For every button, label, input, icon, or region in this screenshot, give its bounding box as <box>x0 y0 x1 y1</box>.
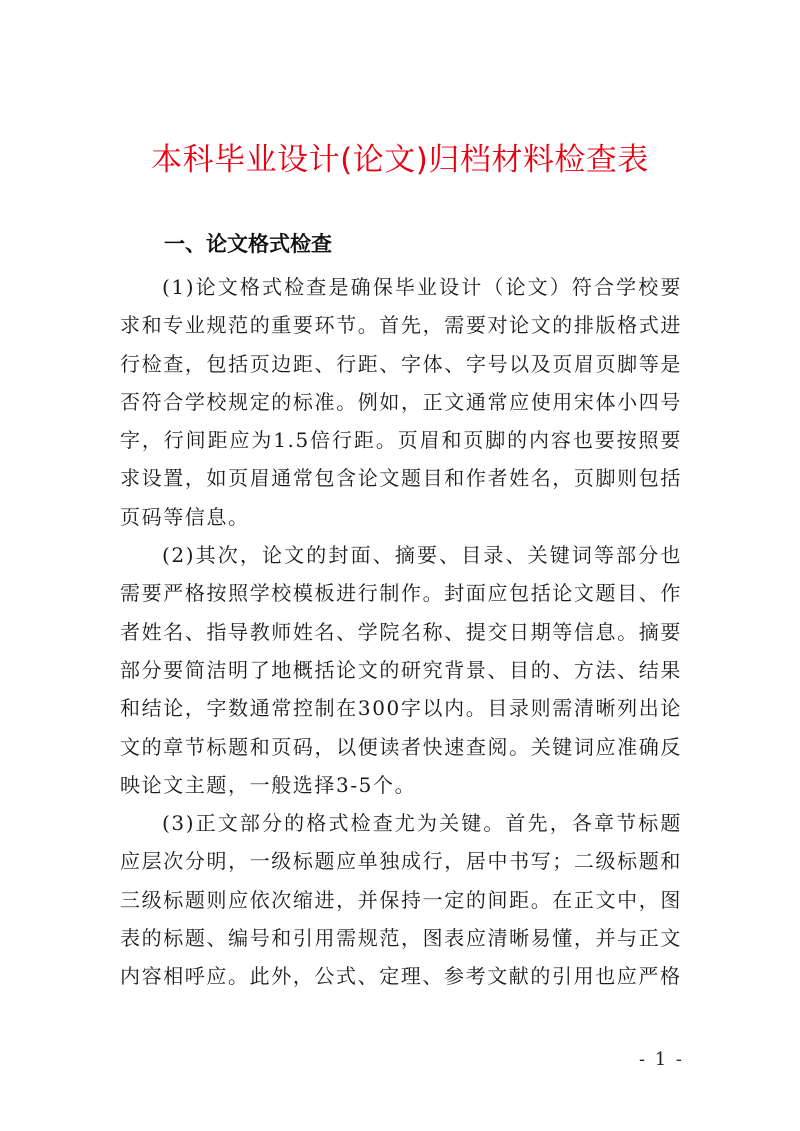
page-number: - 1 - <box>638 1049 684 1070</box>
paragraph-2: (2)其次，论文的封面、摘要、目录、关键词等部分也需要严格按照学校模板进行制作。封面应包括论文题目、作者姓名、指导教师姓名、学院名称、提交日期等信息。摘要部分要简洁明了地概括论文的研究背景、目的、方法、结果和结论，字数通常控制在300字以内。目录则需清晰列出论文的章节标题和页码，以便读者快速查阅。关键词应准确反映论文主题，一般选择3-5个。 <box>120 543 682 797</box>
document-title: 本科毕业设计(论文)归档材料检查表 <box>151 142 649 178</box>
section-heading: 一、论文格式检查 <box>164 232 332 256</box>
paragraph-1: (1)论文格式检查是确保毕业设计（论文）符合学校要求和专业规范的重要环节。首先，需要对论文的排版格式进行检查，包括页边距、行距、字体、字号以及页眉页脚等是否符合学校规定的标准。例如，正文通常应使用宋体小四号字，行间距应为1.5倍行距。页眉和页脚的内容也要按照要求设置，如页眉通常包含论文题目和作者姓名，页脚则包括页码等信息。 <box>120 275 682 529</box>
paragraph-3: (3)正文部分的格式检查尤为关键。首先，各章节标题应层次分明，一级标题应单独成行，居中书写；二级标题和三级标题则应依次缩进，并保持一定的间距。在正文中，图表的标题、编号和引用需规范，图表应清晰易懂，并与正文内容相呼应。此外，公式、定理、参考文献的引用也应严格 <box>120 811 682 989</box>
body-text <box>120 268 682 996</box>
